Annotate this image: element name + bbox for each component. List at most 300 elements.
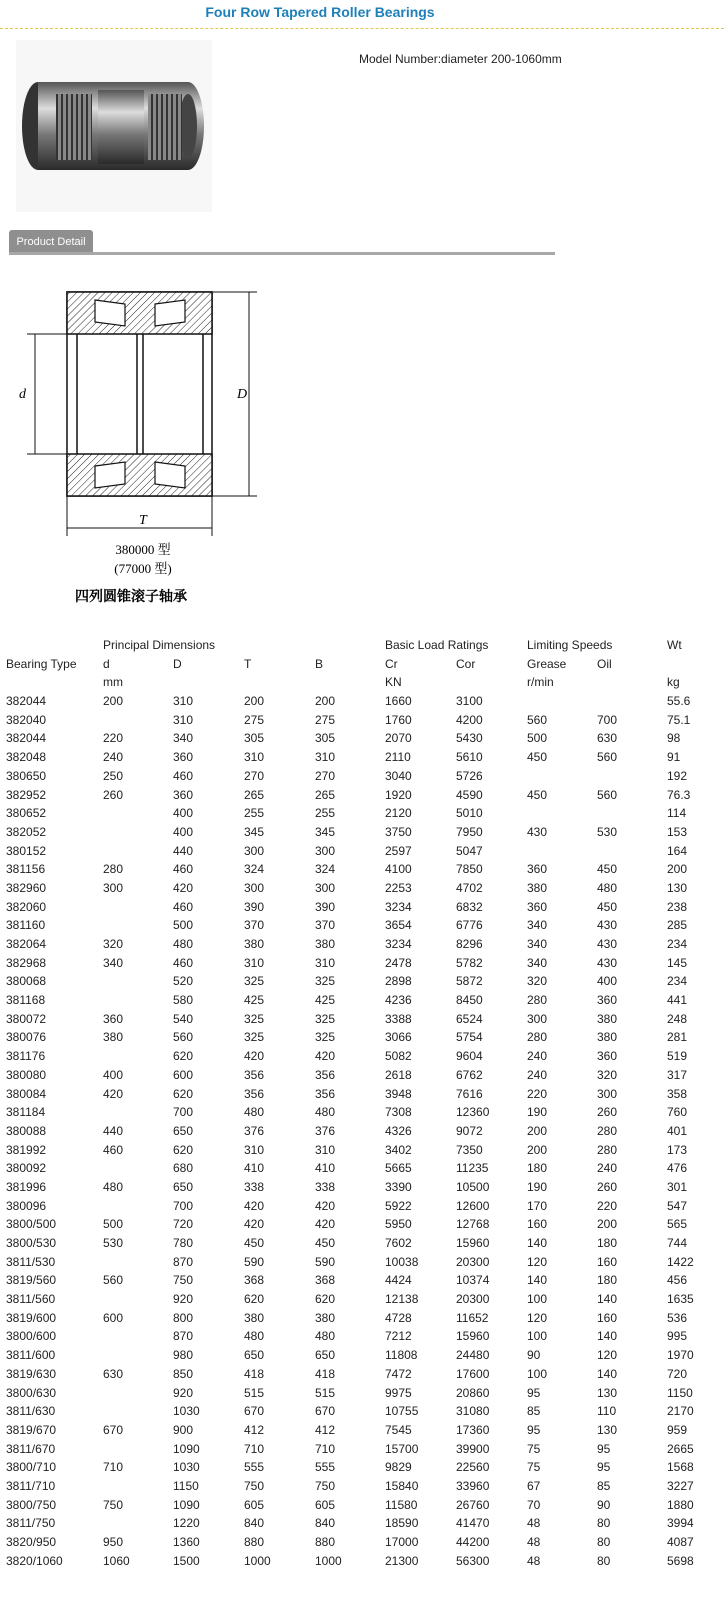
table-row [0, 711, 724, 730]
table-cell: 17360 [456, 1422, 490, 1437]
table-cell: 560 [597, 750, 618, 765]
table-cell: 620 [244, 1292, 265, 1307]
table-cell: 200 [244, 694, 265, 709]
table-cell: 2253 [385, 880, 412, 895]
bearing-cross-section-diagram [7, 270, 279, 616]
table-cell: 280 [597, 1123, 618, 1138]
tab-product-detail[interactable]: Product Detail [9, 230, 93, 252]
table-cell: 380096 [6, 1198, 47, 1213]
table-cell: 360 [597, 993, 618, 1008]
table-cell: 100 [527, 1366, 548, 1381]
table-cell: 200 [103, 694, 124, 709]
table-cell: 1970 [667, 1348, 694, 1363]
table-cell: 325 [244, 974, 265, 989]
table-cell: 340 [103, 955, 124, 970]
table-cell: 55.6 [667, 694, 691, 709]
table-cell: 310 [315, 1142, 336, 1157]
table-cell: 10374 [456, 1273, 490, 1288]
table-cell: 6776 [456, 918, 483, 933]
table-cell: 3811/670 [6, 1441, 56, 1456]
header-weight: Wt [667, 638, 682, 652]
table-cell: 6524 [456, 1011, 483, 1026]
table-cell: 12600 [456, 1198, 490, 1213]
table-cell: 3800/710 [6, 1460, 57, 1475]
table-row [0, 1552, 724, 1571]
table-cell: 420 [244, 1217, 265, 1232]
table-cell: 480 [244, 1329, 265, 1344]
header-limiting-speeds: Limiting Speeds [527, 638, 613, 652]
table-cell: 870 [173, 1329, 194, 1344]
table-cell: 340 [173, 731, 194, 746]
table-cell: 650 [315, 1348, 336, 1363]
table-cell: 670 [244, 1404, 265, 1419]
table-cell: 382960 [6, 880, 47, 895]
table-cell: 410 [315, 1161, 336, 1176]
table-header-row-3 [0, 673, 724, 692]
table-cell: 8296 [456, 937, 483, 951]
table-cell: 260 [597, 1105, 618, 1120]
table-cell: 530 [103, 1236, 124, 1250]
table-cell: 11652 [456, 1310, 489, 1325]
table-cell: 338 [315, 1179, 336, 1194]
table-cell: 3800/630 [6, 1385, 57, 1400]
table-cell: 400 [173, 824, 194, 839]
table-cell: 310 [173, 694, 194, 709]
table-cell: 540 [173, 1011, 194, 1026]
table-cell: 275 [315, 712, 336, 727]
table-cell: 3811/530 [6, 1254, 56, 1269]
table-cell: 400 [103, 1067, 124, 1082]
table-cell: 460 [103, 1142, 124, 1157]
table-cell: 515 [244, 1385, 265, 1400]
table-cell: 450 [527, 750, 548, 765]
table-cell: 140 [527, 1273, 548, 1288]
table-cell: 382060 [6, 899, 47, 914]
table-row [0, 1215, 724, 1234]
table-cell: 425 [315, 993, 336, 1008]
table-cell: 400 [173, 806, 194, 821]
table-cell: 760 [667, 1105, 688, 1120]
table-cell: 720 [173, 1217, 194, 1232]
table-cell: 500 [173, 918, 194, 933]
table-row [0, 1234, 724, 1253]
table-cell: 500 [103, 1217, 124, 1232]
table-cell: 173 [667, 1142, 688, 1157]
table-cell: 3819/560 [6, 1273, 57, 1288]
table-cell: 480 [315, 1329, 336, 1344]
table-cell: 22560 [456, 1460, 490, 1475]
table-cell: 310 [315, 750, 336, 765]
table-cell: 80 [597, 1553, 611, 1568]
table-cell: 700 [173, 1105, 194, 1120]
table-cell: 4702 [456, 880, 483, 895]
label-D: D [237, 387, 248, 402]
table-cell: 880 [315, 1535, 336, 1549]
table-cell: 48 [527, 1535, 541, 1549]
model-number: Model Number:diameter 200-1060mm [359, 52, 562, 66]
table-cell: 11235 [456, 1161, 489, 1176]
table-cell: 265 [315, 787, 336, 802]
table-cell: 114 [667, 806, 687, 821]
table-cell: 376 [244, 1123, 265, 1138]
table-row [0, 804, 724, 823]
table-cell: 480 [315, 1105, 336, 1120]
table-cell: 17600 [456, 1366, 490, 1381]
table-cell: 130 [597, 1422, 618, 1437]
table-cell: 356 [244, 1086, 265, 1101]
header-Cr: Cr [385, 656, 398, 671]
table-cell: 21300 [385, 1553, 419, 1568]
table-cell: 11808 [385, 1348, 418, 1363]
table-cell: 160 [597, 1254, 618, 1269]
table-cell: 4326 [385, 1123, 412, 1138]
table-cell: 1030 [173, 1404, 200, 1419]
bearing-photo-image [16, 40, 212, 212]
table-cell: 153 [667, 824, 688, 839]
table-row [0, 1384, 724, 1403]
table-cell: 380 [244, 937, 265, 951]
header-unit-kn: KN [385, 675, 402, 690]
table-cell: 7350 [456, 1142, 483, 1157]
header-unit-rmin: r/min [527, 675, 554, 690]
table-cell: 31080 [456, 1404, 490, 1419]
table-row [0, 935, 724, 954]
table-row [0, 1010, 724, 1029]
table-cell: 6762 [456, 1067, 483, 1082]
table-cell: 300 [244, 880, 265, 895]
caption-type: 380000 型 [115, 542, 171, 557]
table-cell: 75.1 [667, 712, 691, 727]
table-row [0, 729, 724, 748]
table-cell: 2170 [667, 1404, 694, 1419]
table-cell: 20300 [456, 1292, 490, 1307]
table-cell: 200 [667, 862, 688, 877]
table-row [0, 1421, 724, 1440]
header-unit-kg: kg [667, 675, 680, 690]
table-cell: 380152 [6, 843, 47, 858]
table-row [0, 1477, 724, 1496]
table-header-row-2 [0, 655, 724, 674]
table-cell: 360 [597, 1049, 618, 1064]
table-cell: 180 [527, 1161, 548, 1176]
table-cell: 1090 [173, 1441, 200, 1456]
table-cell: 317 [667, 1067, 688, 1082]
table-cell: 900 [173, 1422, 194, 1437]
table-cell: 7616 [456, 1086, 483, 1101]
table-cell: 382952 [6, 787, 47, 802]
table-cell: 7545 [385, 1422, 412, 1437]
table-cell: 370 [244, 918, 265, 933]
table-cell: 480 [103, 1179, 124, 1194]
table-cell: 650 [173, 1123, 194, 1138]
table-cell: 600 [173, 1067, 194, 1082]
table-cell: 255 [315, 806, 336, 821]
table-cell: 368 [315, 1273, 336, 1288]
table-cell: 1150 [667, 1385, 693, 1400]
table-cell: 360 [173, 787, 194, 802]
table-cell: 780 [173, 1236, 194, 1250]
table-cell: 3948 [385, 1086, 412, 1101]
table-cell: 750 [244, 1478, 265, 1493]
table-row [0, 1159, 724, 1178]
table-cell: 320 [527, 974, 548, 989]
table-cell: 3819/600 [6, 1310, 57, 1325]
table-cell: 430 [597, 955, 618, 970]
caption-name: 四列圆锥滚子轴承 [75, 589, 187, 605]
table-cell: 441 [667, 993, 688, 1008]
table-cell: 300 [103, 880, 124, 895]
table-cell: 420 [173, 880, 194, 895]
table-row [0, 1028, 724, 1047]
table-cell: 382040 [6, 712, 47, 727]
table-cell: 170 [527, 1198, 548, 1213]
table-cell: 382044 [6, 694, 47, 709]
table-cell: 130 [667, 880, 688, 895]
header-basic-load-ratings: Basic Load Ratings [385, 638, 489, 652]
table-cell: 320 [597, 1067, 618, 1082]
table-cell: 620 [173, 1086, 194, 1101]
table-cell: 380652 [6, 806, 47, 821]
table-row [0, 1103, 724, 1122]
table-cell: 480 [173, 937, 194, 951]
bearing-photo [16, 40, 212, 212]
table-cell: 450 [527, 787, 548, 802]
header-D: D [173, 656, 182, 671]
table-cell: 1030 [173, 1460, 200, 1475]
table-cell: 300 [527, 1011, 548, 1026]
table-cell: 410 [244, 1161, 265, 1176]
table-row [0, 916, 724, 935]
table-cell: 240 [597, 1161, 618, 1176]
table-cell: 400 [597, 974, 618, 989]
table-cell: 920 [173, 1292, 194, 1307]
table-cell: 95 [527, 1422, 541, 1437]
table-row [0, 767, 724, 786]
table-cell: 620 [173, 1142, 194, 1157]
table-cell: 710 [244, 1441, 265, 1456]
table-cell: 560 [527, 712, 548, 727]
table-cell: 3800/600 [6, 1329, 57, 1344]
table-cell: 180 [597, 1236, 618, 1250]
header-principal-dimensions: Principal Dimensions [103, 638, 216, 652]
table-cell: 450 [597, 899, 618, 914]
table-cell: 24480 [456, 1348, 490, 1363]
table-cell: 4200 [456, 712, 483, 727]
table-cell: 140 [597, 1366, 618, 1381]
table-cell: 560 [597, 787, 618, 802]
table-cell: 12138 [385, 1292, 419, 1307]
table-cell: 220 [597, 1198, 618, 1213]
table-cell: 460 [173, 768, 194, 783]
table-cell: 5922 [385, 1198, 412, 1213]
table-cell: 380 [103, 1030, 124, 1045]
table-cell: 10500 [456, 1179, 490, 1194]
table-cell: 280 [103, 862, 124, 877]
table-cell: 4590 [456, 787, 483, 802]
table-cell: 450 [315, 1236, 336, 1250]
table-cell: 418 [315, 1366, 336, 1381]
table-cell: 1000 [244, 1553, 271, 1568]
table-cell: 76.3 [667, 787, 691, 802]
table-cell: 430 [527, 824, 548, 839]
table-cell: 80 [597, 1535, 611, 1549]
table-cell: 4087 [667, 1535, 694, 1549]
table-cell: 9829 [385, 1460, 412, 1475]
table-cell: 248 [667, 1011, 688, 1026]
title-divider [0, 28, 724, 29]
table-cell: 75 [527, 1441, 541, 1456]
table-cell: 95 [597, 1460, 611, 1475]
table-cell: 630 [103, 1366, 124, 1381]
table-cell: 3811/560 [6, 1292, 56, 1307]
table-header-row-1 [0, 636, 724, 655]
table-cell: 3800/530 [6, 1236, 57, 1250]
table-cell: 85 [597, 1478, 611, 1493]
table-cell: 270 [315, 768, 336, 783]
table-cell: 8450 [456, 993, 483, 1008]
table-cell: 140 [597, 1292, 618, 1307]
table-cell: 220 [103, 731, 124, 746]
table-cell: 720 [667, 1366, 688, 1381]
table-cell: 750 [103, 1497, 124, 1512]
table-cell: 275 [244, 712, 265, 727]
table-cell: 26760 [456, 1497, 490, 1512]
table-cell: 340 [527, 918, 548, 933]
table-row [0, 1327, 724, 1346]
table-cell: 3390 [385, 1179, 412, 1194]
table-cell: 305 [244, 731, 265, 746]
table-row [0, 1402, 724, 1421]
table-cell: 240 [103, 750, 124, 765]
table-cell: 90 [597, 1497, 611, 1512]
table-cell: 380084 [6, 1086, 47, 1101]
table-cell: 200 [597, 1217, 618, 1232]
table-cell: 650 [244, 1348, 265, 1363]
table-cell: 300 [244, 843, 265, 858]
table-cell: 100 [527, 1292, 548, 1307]
table-cell: 240 [527, 1067, 548, 1082]
table-cell: 381156 [6, 862, 46, 877]
table-cell: 880 [244, 1535, 265, 1549]
table-row [0, 786, 724, 805]
table-cell: 15840 [385, 1478, 419, 1493]
table-cell: 456 [667, 1273, 688, 1288]
table-body [0, 692, 724, 1570]
product-detail-tabbar [9, 230, 555, 256]
table-row [0, 954, 724, 973]
table-cell: 381184 [6, 1105, 46, 1120]
table-cell: 1760 [385, 712, 412, 727]
table-cell: 2478 [385, 955, 412, 970]
table-cell: 20300 [456, 1254, 490, 1269]
table-cell: 555 [315, 1460, 336, 1475]
header-bearing-type: Bearing Type [6, 656, 77, 671]
table-cell: 1090 [173, 1497, 200, 1512]
table-row [0, 823, 724, 842]
table-cell: 5754 [456, 1030, 483, 1045]
table-row [0, 991, 724, 1010]
table-cell: 5430 [456, 731, 483, 746]
table-cell: 325 [315, 974, 336, 989]
table-row [0, 1533, 724, 1552]
table-cell: 519 [667, 1049, 688, 1064]
table-cell: 5082 [385, 1049, 412, 1064]
table-cell: 5698 [667, 1553, 694, 1568]
table-cell: 418 [244, 1366, 265, 1381]
table-cell: 3811/750 [6, 1516, 56, 1531]
table-cell: 590 [315, 1254, 336, 1269]
table-cell: 382048 [6, 750, 47, 765]
table-cell: 356 [244, 1067, 265, 1082]
table-cell: 324 [244, 862, 265, 877]
table-cell: 3402 [385, 1142, 412, 1157]
table-cell: 18590 [385, 1516, 419, 1531]
table-cell: 1220 [173, 1516, 200, 1531]
table-cell: 750 [173, 1273, 194, 1288]
table-cell: 382044 [6, 731, 47, 746]
table-cell: 390 [244, 899, 265, 914]
table-cell: 305 [315, 731, 336, 746]
table-cell: 420 [244, 1049, 265, 1064]
table-cell: 85 [527, 1404, 541, 1419]
bearing-spec-table [0, 636, 724, 1570]
table-row [0, 860, 724, 879]
table-cell: 420 [103, 1086, 124, 1101]
table-cell: 3100 [456, 694, 483, 709]
table-cell: 120 [527, 1310, 548, 1325]
table-cell: 160 [527, 1217, 548, 1232]
table-cell: 260 [103, 787, 124, 802]
table-cell: 145 [667, 955, 688, 970]
table-cell: 380 [315, 1310, 336, 1325]
table-cell: 670 [103, 1422, 124, 1437]
table-row [0, 898, 724, 917]
label-d: d [19, 387, 26, 402]
table-cell: 382052 [6, 824, 47, 839]
table-cell: 370 [315, 918, 336, 933]
table-cell: 3819/670 [6, 1422, 57, 1437]
table-cell: 12360 [456, 1105, 490, 1120]
table-row [0, 879, 724, 898]
table-cell: 320 [103, 937, 124, 951]
table-cell: 5726 [456, 768, 483, 783]
diagram-drawing [7, 270, 279, 616]
table-cell: 310 [244, 1142, 265, 1157]
table-cell: 300 [315, 843, 336, 858]
table-cell: 420 [315, 1049, 336, 1064]
table-cell: 280 [597, 1142, 618, 1157]
table-cell: 995 [667, 1329, 688, 1344]
table-row [0, 1458, 724, 1477]
table-cell: 340 [527, 955, 548, 970]
table-cell: 200 [315, 694, 336, 709]
table-cell: 324 [315, 862, 336, 877]
table-cell: 380072 [6, 1011, 47, 1026]
table-cell: 3750 [385, 824, 412, 839]
table-cell: 7308 [385, 1105, 412, 1120]
table-cell: 3811/710 [6, 1478, 56, 1493]
table-cell: 1568 [667, 1460, 694, 1475]
table-row [0, 1066, 724, 1085]
table-cell: 744 [667, 1236, 688, 1250]
table-cell: 700 [173, 1198, 194, 1213]
table-cell: 920 [173, 1385, 194, 1400]
table-row [0, 1440, 724, 1459]
table-cell: 301 [667, 1179, 688, 1194]
table-cell: 300 [315, 880, 336, 895]
table-cell: 48 [527, 1516, 541, 1531]
table-cell: 750 [315, 1478, 336, 1493]
